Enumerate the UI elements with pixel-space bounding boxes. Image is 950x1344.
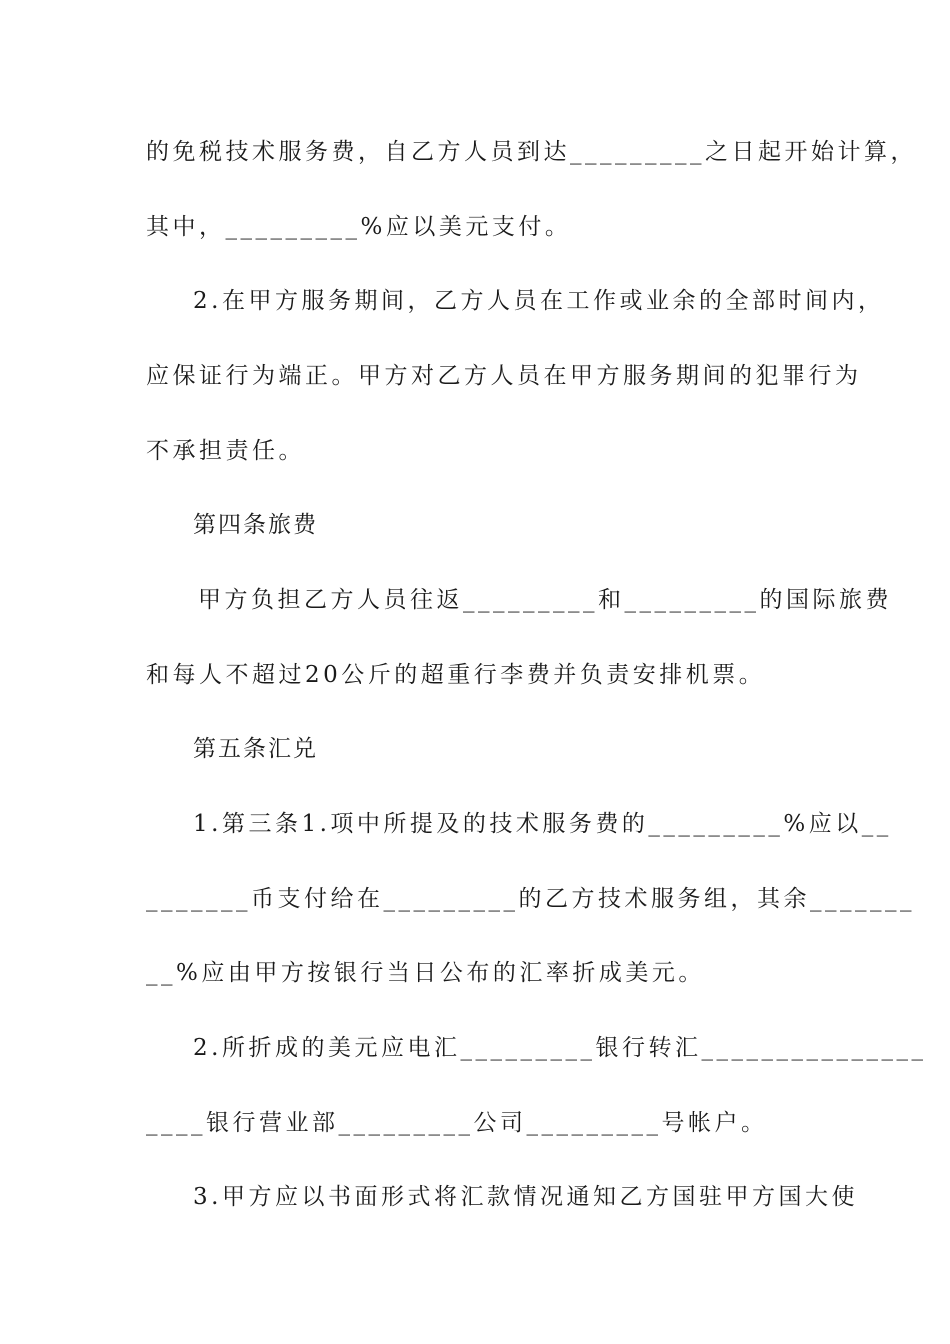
clause-5-item-1-line: 1.第三条1.项中所提及的技术服务费的_________%应以__: [193, 811, 892, 837]
paragraph-line: 应保证行为端正。甲方对乙方人员在甲方服务期间的犯罪行为: [146, 363, 862, 389]
paragraph-line: ____银行营业部_________公司_________号帐户。: [146, 1110, 768, 1136]
paragraph-line: 其中，_________%应以美元支付。: [146, 214, 572, 240]
paragraph-line: __%应由甲方按银行当日公布的汇率折成美元。: [146, 960, 705, 986]
paragraph-line: 和每人不超过20公斤的超重行李费并负责安排机票。: [146, 662, 766, 688]
clause-5-item-2-line: 2.所折成的美元应电汇_________银行转汇_______________: [193, 1035, 927, 1061]
paragraph-line: _______币支付给在_________的乙方技术服务组，其余_______: [146, 886, 915, 912]
clause-5-item-3-line: 3.甲方应以书面形式将汇款情况通知乙方国驻甲方国大使: [193, 1184, 858, 1210]
section-heading-exchange: 第五条汇兑: [193, 736, 318, 762]
paragraph-line: 不承担责任。: [146, 438, 305, 464]
paragraph-line: 的免税技术服务费，自乙方人员到达_________之日起开始计算，: [146, 139, 917, 165]
clause-3-item-2-line: 2.在甲方服务期间，乙方人员在工作或业余的全部时间内，: [193, 288, 885, 314]
section-heading-travel: 第四条旅费: [193, 512, 318, 538]
paragraph-line: 甲方负担乙方人员往返_________和_________的国际旅费: [198, 587, 892, 613]
